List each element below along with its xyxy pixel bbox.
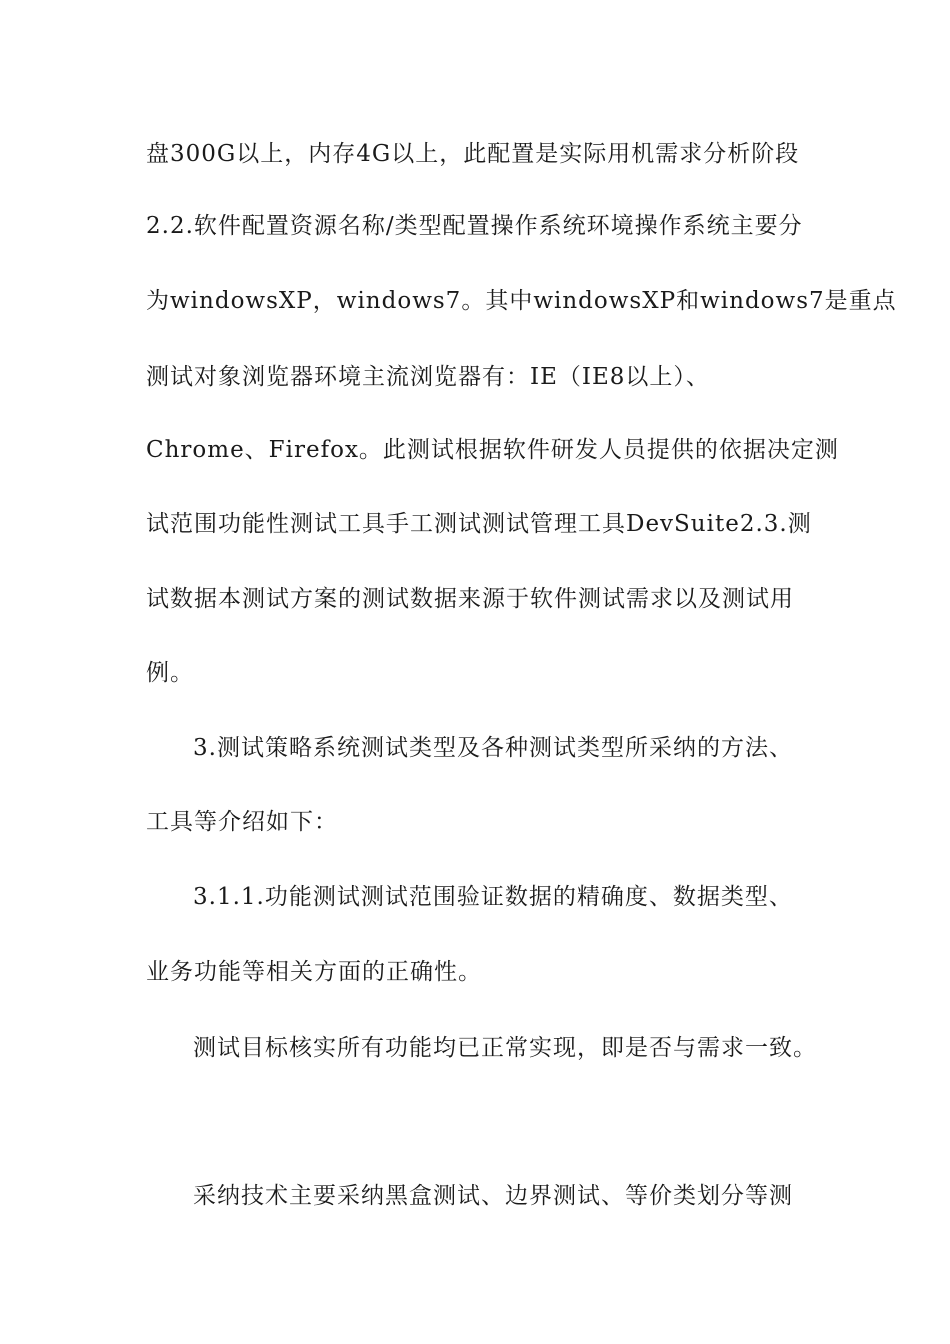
text-line-5: Chrome、Firefox。此测试根据软件研发人员提供的依据决定测	[146, 437, 839, 463]
text-line-11: 3.1.1.功能测试测试范围验证数据的精确度、数据类型、	[193, 884, 793, 910]
text-line-2: 2.2.软件配置资源名称/类型配置操作系统环境操作系统主要分	[146, 213, 803, 239]
text-line-14: 采纳技术主要采纳黑盒测试、边界测试、等价类划分等测	[193, 1183, 793, 1209]
text-line-12: 业务功能等相关方面的正确性。	[146, 959, 482, 985]
text-line-7: 试数据本测试方案的测试数据来源于软件测试需求以及测试用	[146, 586, 794, 612]
text-line-3: 为windowsXP，windows7。其中windowsXP和windows7是重点	[146, 288, 897, 314]
text-line-8: 例。	[146, 660, 194, 686]
text-line-13: 测试目标核实所有功能均已正常实现，即是否与需求一致。	[193, 1035, 817, 1061]
text-line-10: 工具等介绍如下：	[146, 809, 338, 835]
text-line-4: 测试对象浏览器环境主流浏览器有：IE（IE8以上）、	[146, 364, 710, 390]
text-line-1: 盘300G以上，内存4G以上，此配置是实际用机需求分析阶段	[146, 141, 800, 167]
text-line-6: 试范围功能性测试工具手工测试测试管理工具DevSuite2.3.测	[146, 511, 812, 537]
text-line-9: 3.测试策略系统测试类型及各种测试类型所采纳的方法、	[193, 735, 793, 761]
